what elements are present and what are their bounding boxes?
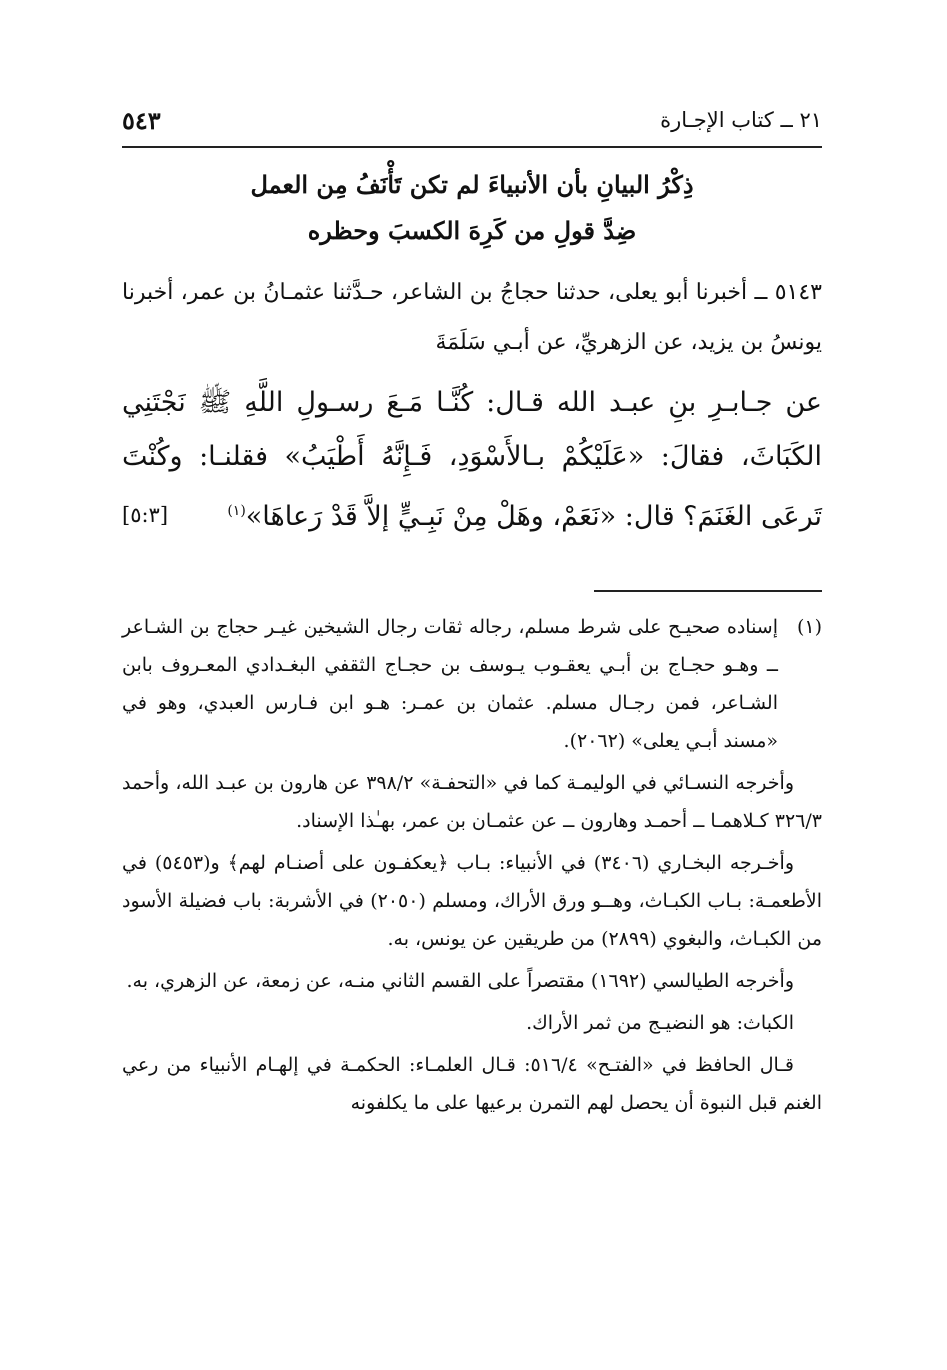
footnote-paragraph: وأخرجه النسـائي في الوليمـة كما في «التحفـة» ٣٩٨/٢ عن هارون بن عبـد الله، وأحمد ٣٢٦/٣ كـلاهمـا ــ أحمـد وهارون ــ عن عثمـان بن عمر، بهـٰذا الإسناد. — [122, 772, 822, 832]
hadith-matn-text: عن جـابـرِ بنِ عبـد الله قـال: كُنَّـا مَـعَ رسـولِ اللَّهِ ﷺ نَجْتَنِي الكَبَاثَ، فقالَ: «عَلَيْكُمْ بـالأَسْوَدِ، فَـإِنَّهُ أَطْيَبُ» فقلنـا: وكُنْتَ تَرعَى الغَنَمَ؟ قال: «نَعَمْ، وهَلْ مِنْ نَبِـيٍّ إلاَّ قَدْ رَعاهَا» — [122, 387, 822, 532]
section-title-line-1: ذِكْرُ البيانِ بأن الأنبياءَ لم تكن تَأْنَفُ مِن العمل — [250, 170, 694, 199]
footnote-paragraph: الكباث: هو النضيـج من ثمر الأراك. — [526, 1012, 794, 1034]
section-title-line-2: ضِدَّ قولِ من كَرِهَ الكسبَ وحظره — [307, 216, 637, 245]
hadith-isnad: ٥١٤٣ ــ أخبرنا أبو يعلى، حدثنا حجاجُ بن الشاعر، حـدَّثنا عثمـانُ بن عمر، أخبرنا يونسُ بن يزيد، عن الزهريِّ، عن أبـي سَلَمَةَ — [122, 280, 822, 355]
section-title — [122, 162, 822, 254]
footnotes — [122, 608, 822, 1122]
footnote-divider — [594, 590, 822, 592]
running-head: ٢١ ــ كتاب الإجـارة — [660, 108, 822, 132]
page-number: ٥٤٣ — [122, 106, 161, 135]
page-header — [122, 100, 822, 148]
footnote-1 — [122, 608, 822, 760]
hadith-reference: [٥:٣] — [122, 503, 169, 527]
footnote-marker: (١) — [227, 503, 246, 519]
footnote-paragraph: إسناده صحيـح على شرط مسلم، رجاله ثقات رجال الشيخين غيـر حجاج بن الشـاعر ــ وهـو حجـاج بن أبـي يعقـوب يـوسف بن حجـاج الثقفي البغـدادي المعـروف بابن الشـاعر، فمن رجـال مسلم. عثمان بن عمـر: هـو ابن فـارس العبدي، وهو في «مسند أبـي يعلى» (٢٠٦٢). — [122, 616, 778, 752]
hadith-matn — [122, 376, 822, 544]
footnote-paragraph: وأخرجه الطيالسي (١٦٩٢) مقتصراً على القسم الثاني منـه، عن زمعة، عن الزهري، به. — [126, 970, 794, 992]
footnote-paragraph: وأخـرجه البخـاري (٣٤٠٦) في الأنبياء: بـاب ﴿يعكفـون على أصنـام لهم﴾ و(٥٤٥٣) في الأطعمـة: بـاب الكبـاث، وهــو ورق الأراك، ومسلم (٢٠٥٠) في الأشربة: باب فضيلة الأسود من الكبـاث، والبغوي (٢٨٩٩) من طريقين عن يونس، به. — [122, 852, 822, 950]
book-page — [122, 0, 822, 1370]
footnote-paragraph: قـال الحافظ في «الفتـح» ٥١٦/٤: قـال العلمـاء: الحكمـة في إلهـام الأنبياء من رعي الغنم قبل النبوة أن يحصل لهم التمرن برعيها على ما يكلفونه — [122, 1054, 822, 1114]
footnote-number: (١) — [796, 616, 822, 638]
